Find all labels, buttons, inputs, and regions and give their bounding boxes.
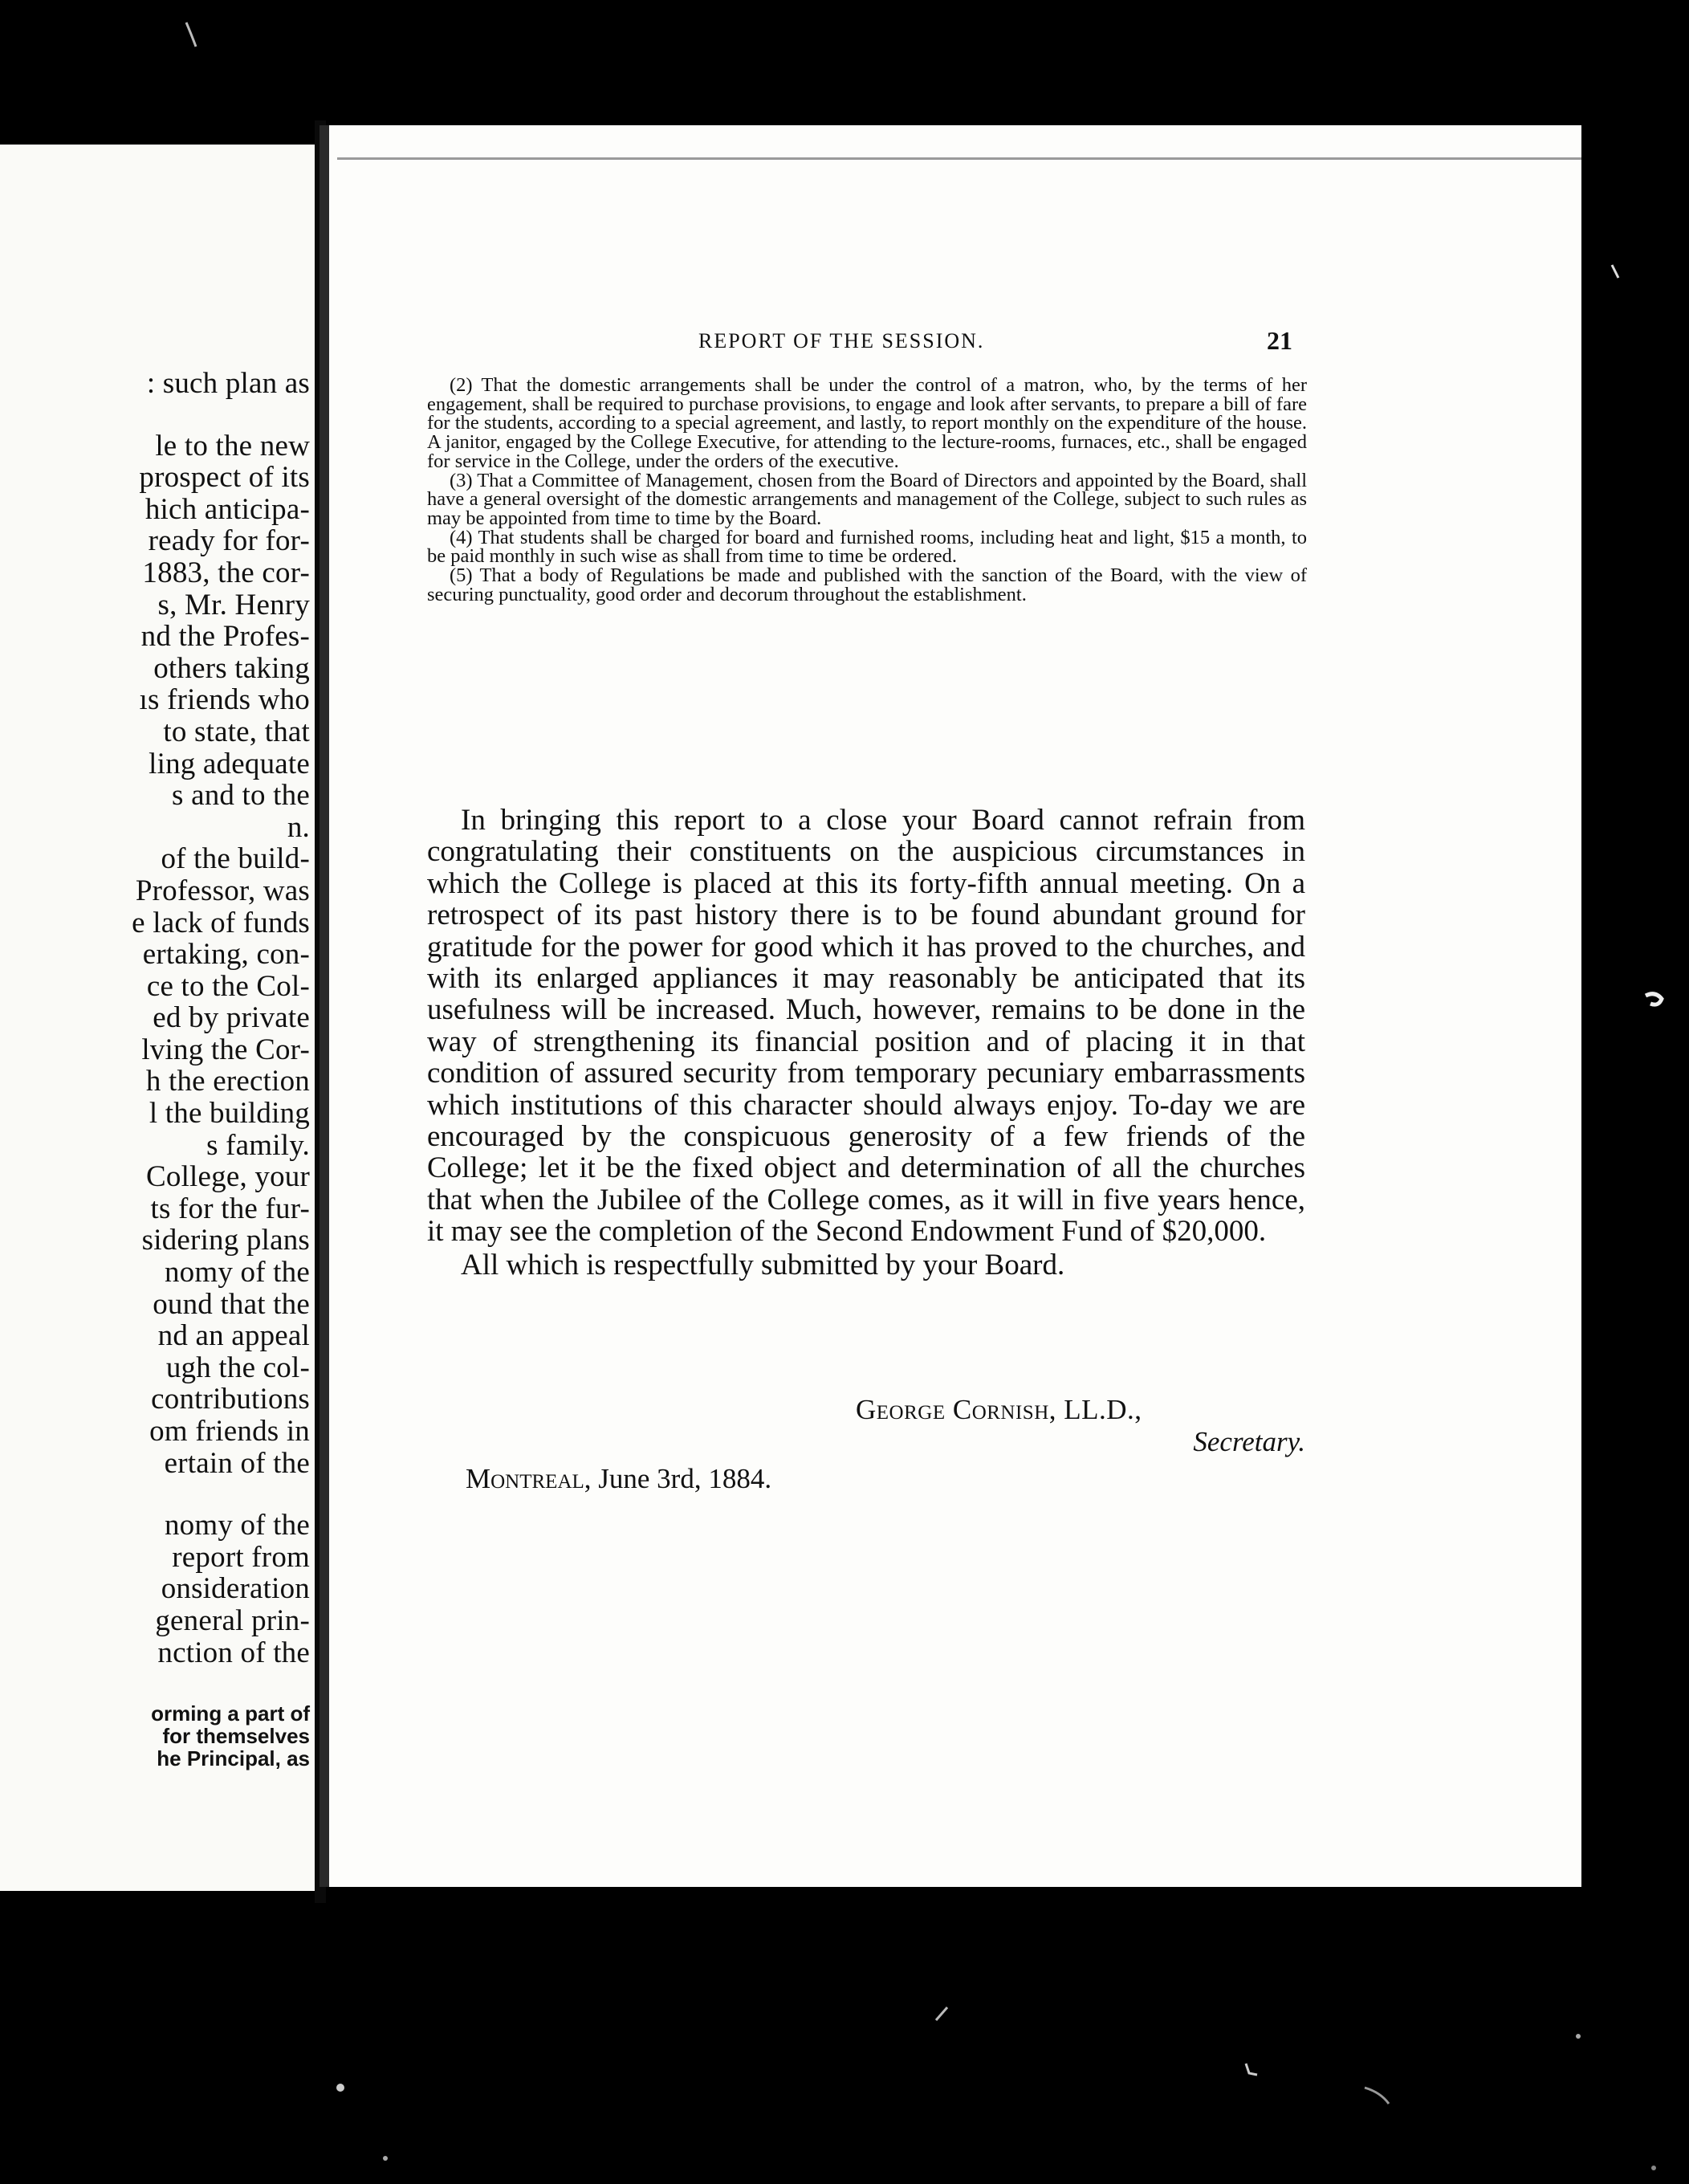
previous-page-line: prospect of its xyxy=(139,461,310,495)
clause-5: (5) That a body of Regulations be made and published with the sanction of the Board, with the view of securing punctuality, good order and decorum throughout the establishment. xyxy=(427,564,1307,605)
dateline xyxy=(466,1463,771,1495)
previous-page-line: nction of the xyxy=(157,1636,310,1669)
previous-page-line: nd an appeal xyxy=(157,1319,310,1353)
previous-page-line: s family. xyxy=(206,1128,310,1162)
previous-page-line: n. xyxy=(287,810,310,844)
previous-page-line: om friends in xyxy=(149,1415,310,1448)
previous-page-line: lving the Cor- xyxy=(141,1033,310,1066)
dateline-place: Montreal, xyxy=(466,1463,592,1494)
previous-page-fragment xyxy=(0,145,315,1891)
previous-page-line: le to the new xyxy=(155,429,310,462)
previous-page-line: l the building xyxy=(149,1097,310,1131)
page-number: 21 xyxy=(1267,326,1292,355)
previous-page-line: ed by private xyxy=(153,1001,310,1035)
previous-page-footnote-line: orming a part of xyxy=(151,1701,310,1726)
previous-page-line: onsideration xyxy=(161,1572,310,1606)
paragraph-gap xyxy=(0,1479,310,1510)
previous-page-line: sidering plans xyxy=(141,1224,310,1257)
report-body xyxy=(427,805,1305,1281)
previous-page-line: nomy of the xyxy=(164,1256,310,1290)
footnote-gap xyxy=(0,1669,310,1702)
previous-page-line: ound that the xyxy=(153,1287,310,1321)
clause-3: (3) That a Committee of Management, chosen from the Board of Directors and appointed by the Board, shall have a general oversight of the domestic arrangements and management of the College, subject to such rules as may be appointed from time to time by the Board. xyxy=(427,469,1307,529)
previous-page-line: s and to the xyxy=(172,779,310,813)
previous-page-line: ertain of the xyxy=(164,1446,310,1480)
previous-page-footnote-line: he Principal, as xyxy=(157,1746,310,1771)
previous-page-line: ertaking, con- xyxy=(142,938,310,972)
previous-page-line: of the build- xyxy=(161,842,310,876)
signatory-title: Secretary. xyxy=(1193,1426,1305,1457)
previous-page-line: s, Mr. Henry xyxy=(157,588,310,621)
previous-page-line: ugh the col- xyxy=(165,1351,310,1384)
previous-page-line: : such plan as xyxy=(146,367,310,400)
previous-page-line: hich anticipa- xyxy=(144,492,310,526)
previous-page-line: others taking xyxy=(153,651,310,685)
previous-page-text xyxy=(0,368,310,1770)
clause-2: (2) That the domestic arrangements shall be under the control of a matron, who, by the terms of her engagement, shall be required to purchase provisions, to engage and look after servants, to prepare a bill of fare for the students, according to a special agreement, and lastly, to report monthly on the expenditure of the house. A janitor, engaged by the College Executive, for attending to the lecture-rooms, furnaces, etc., shall be engaged for service in the College, under the orders of the executive. xyxy=(427,374,1307,472)
submission-line: All which is respectfully submitted by your Board. xyxy=(461,1248,1065,1281)
running-title: REPORT OF THE SESSION. xyxy=(698,329,985,352)
closing-paragraph: In bringing this report to a close your Board cannot refrain from congratulating their constituents on the auspicious circumstances in which the College is placed at this its forty-fifth annual meeting. On a retrospect of its past history there is to be found abundant ground for gratitude for the power for good which it has proved to the churches, and with its enlarged appliances it may reasonably be anticipated that its usefulness will be increased. Much, however, remains to be done in the way of strengthening its financial position and of placing it in that condition of assured security from temporary pecuniary embarrassments which institutions of this character should always enjoy. To-day we are encouraged by the conspicuous generosity of a few friends of the College; let it be the fixed object and determination of all the churches that when the Jubilee of the College comes, as it will in five years hence, it may see the completion of the Second Endowment Fund of $20,000. xyxy=(427,804,1305,1249)
previous-page-line: ce to the Col- xyxy=(146,969,310,1003)
signature-block xyxy=(856,1394,1305,1458)
previous-page-line: 1883, the cor- xyxy=(142,556,310,589)
previous-page-line: contributions xyxy=(151,1383,310,1416)
previous-page-line: report from xyxy=(172,1540,310,1574)
previous-page-footnote-line: for themselves xyxy=(162,1724,310,1749)
paragraph-gap xyxy=(0,400,310,430)
page-top-edge xyxy=(337,157,1581,160)
previous-page-line: e lack of funds xyxy=(132,906,310,939)
previous-page-line: h the erection xyxy=(145,1065,310,1098)
previous-page-line: ling adequate xyxy=(149,747,310,780)
clause-4: (4) That students shall be charged for board and furnished rooms, including heat and light, $15 a month, to be paid monthly in such wise as shall from time to time be ordered. xyxy=(427,526,1307,568)
previous-page-line: nd the Profes- xyxy=(140,620,310,654)
previous-page-line: general prin- xyxy=(155,1603,310,1637)
previous-page-line: ıs friends who xyxy=(139,683,310,717)
resolution-clauses xyxy=(427,376,1307,604)
previous-page-line: to state, that xyxy=(163,715,310,748)
signatory-name: George Cornish, LL.D., xyxy=(856,1394,1142,1425)
running-head xyxy=(329,326,1581,361)
previous-page-line: College, your xyxy=(145,1160,310,1194)
previous-page-line: Professor, was xyxy=(135,874,310,907)
previous-page-line: nomy of the xyxy=(164,1509,310,1542)
previous-page-line: ts for the fur- xyxy=(150,1192,310,1225)
dateline-date: June 3rd, 1884. xyxy=(598,1463,772,1494)
previous-page-line: ready for for- xyxy=(148,524,310,558)
report-page xyxy=(319,125,1581,1887)
